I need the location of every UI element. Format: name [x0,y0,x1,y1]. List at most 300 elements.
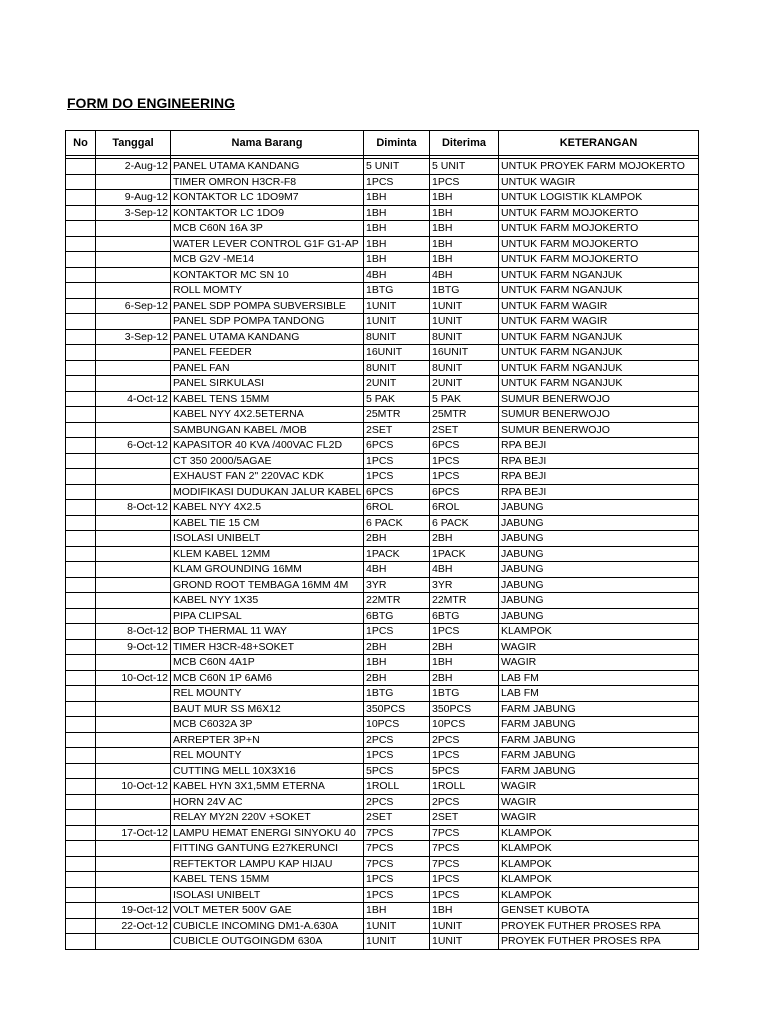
cell-no [66,267,96,283]
table-row [66,531,699,547]
cell-tanggal [96,252,171,268]
cell-nama-barang: KLAM GROUNDING 16MM [171,562,364,578]
cell-diminta: 7PCS [364,841,430,857]
cell-diminta: 5 UNIT [364,159,430,175]
table-row [66,376,699,392]
cell-diterima: 22MTR [430,593,499,609]
table-row [66,484,699,500]
cell-nama-barang: PANEL SDP POMPA TANDONG [171,314,364,330]
cell-diterima: 2BH [430,531,499,547]
cell-diterima: 1PCS [430,453,499,469]
table-row [66,686,699,702]
cell-diterima: 1PCS [430,624,499,640]
cell-keterangan: WAGIR [499,810,699,826]
cell-tanggal [96,794,171,810]
table-row [66,453,699,469]
cell-no [66,515,96,531]
cell-no [66,701,96,717]
cell-diminta: 1UNIT [364,314,430,330]
cell-nama-barang: MCB C60N 16A 3P [171,221,364,237]
table-row [66,438,699,454]
cell-diterima: 7PCS [430,825,499,841]
cell-tanggal: 4-Oct-12 [96,391,171,407]
cell-nama-barang: LAMPU HEMAT ENERGI SINYOKU 40 [171,825,364,841]
cell-keterangan: KLAMPOK [499,624,699,640]
cell-keterangan: JABUNG [499,608,699,624]
table-row [66,298,699,314]
cell-nama-barang: KONTAKTOR MC SN 10 [171,267,364,283]
cell-diterima: 1BH [430,190,499,206]
cell-nama-barang: PANEL FAN [171,360,364,376]
cell-tanggal [96,732,171,748]
cell-no [66,159,96,175]
cell-diminta: 1PCS [364,887,430,903]
cell-diminta: 1PACK [364,546,430,562]
cell-nama-barang: CUBICLE OUTGOINGDM 630A [171,934,364,950]
table-row [66,577,699,593]
cell-diminta: 16UNIT [364,345,430,361]
cell-nama-barang: KABEL TENS 15MM [171,872,364,888]
cell-keterangan: RPA BEJI [499,469,699,485]
cell-tanggal: 8-Oct-12 [96,624,171,640]
cell-keterangan: RPA BEJI [499,453,699,469]
cell-nama-barang: MODIFIKASI DUDUKAN JALUR KABEL [171,484,364,500]
cell-keterangan: UNTUK FARM MOJOKERTO [499,205,699,221]
cell-tanggal: 6-Oct-12 [96,438,171,454]
cell-nama-barang: MCB C60N 1P 6AM6 [171,670,364,686]
table-row [66,732,699,748]
cell-tanggal: 3-Sep-12 [96,329,171,345]
cell-diminta: 1PCS [364,469,430,485]
cell-nama-barang: KABEL TENS 15MM [171,391,364,407]
header-keterangan: KETERANGAN [499,131,699,156]
cell-no [66,918,96,934]
cell-keterangan: JABUNG [499,562,699,578]
cell-tanggal [96,174,171,190]
table-row [66,856,699,872]
cell-diterima: 16UNIT [430,345,499,361]
cell-diminta: 1PCS [364,174,430,190]
cell-diterima: 2SET [430,422,499,438]
cell-diterima: 6BTG [430,608,499,624]
cell-nama-barang: KABEL TIE 15 CM [171,515,364,531]
cell-nama-barang: KONTAKTOR LC 1DO9M7 [171,190,364,206]
cell-keterangan: UNTUK LOGISTIK KLAMPOK [499,190,699,206]
cell-tanggal [96,314,171,330]
cell-nama-barang: CUBICLE INCOMING DM1-A.630A [171,918,364,934]
cell-nama-barang: PANEL SDP POMPA SUBVERSIBLE [171,298,364,314]
cell-diminta: 1BH [364,252,430,268]
cell-tanggal: 9-Oct-12 [96,639,171,655]
cell-keterangan: FARM JABUNG [499,732,699,748]
table-row [66,655,699,671]
table-row [66,159,699,175]
cell-diterima: 8UNIT [430,329,499,345]
cell-nama-barang: FITTING GANTUNG E27KERUNCI [171,841,364,857]
cell-diminta: 1BH [364,221,430,237]
cell-keterangan: FARM JABUNG [499,748,699,764]
table-row [66,267,699,283]
cell-tanggal [96,577,171,593]
cell-diterima: 1PCS [430,748,499,764]
cell-no [66,686,96,702]
cell-tanggal: 8-Oct-12 [96,500,171,516]
cell-keterangan: FARM JABUNG [499,763,699,779]
cell-keterangan: KLAMPOK [499,872,699,888]
cell-diterima: 1UNIT [430,918,499,934]
cell-nama-barang: CT 350 2000/5AGAE [171,453,364,469]
cell-diminta: 4BH [364,562,430,578]
cell-diterima: 10PCS [430,717,499,733]
cell-diminta: 1PCS [364,748,430,764]
cell-keterangan: UNTUK FARM MOJOKERTO [499,236,699,252]
cell-tanggal [96,376,171,392]
cell-diterima: 1BTG [430,283,499,299]
cell-no [66,329,96,345]
cell-diminta: 1ROLL [364,779,430,795]
cell-diminta: 1PCS [364,624,430,640]
table-row [66,190,699,206]
table-row [66,918,699,934]
cell-nama-barang: REL MOUNTY [171,686,364,702]
cell-tanggal [96,531,171,547]
cell-no [66,841,96,857]
header-row [66,131,699,156]
cell-keterangan: GENSET KUBOTA [499,903,699,919]
table-row [66,329,699,345]
cell-no [66,174,96,190]
cell-diterima: 1BH [430,903,499,919]
cell-no [66,531,96,547]
cell-diminta: 1PCS [364,872,430,888]
cell-diterima: 4BH [430,267,499,283]
cell-keterangan: FARM JABUNG [499,701,699,717]
cell-diminta: 22MTR [364,593,430,609]
cell-tanggal [96,763,171,779]
cell-nama-barang: KONTAKTOR LC 1DO9 [171,205,364,221]
cell-tanggal [96,422,171,438]
cell-tanggal: 3-Sep-12 [96,205,171,221]
cell-tanggal [96,453,171,469]
cell-no [66,748,96,764]
cell-diminta: 1BTG [364,283,430,299]
cell-tanggal [96,748,171,764]
cell-no [66,593,96,609]
table-row [66,391,699,407]
table-row [66,360,699,376]
cell-nama-barang: ARREPTER 3P+N [171,732,364,748]
table-row [66,314,699,330]
cell-diminta: 1BH [364,903,430,919]
header-diminta: Diminta [364,131,430,156]
cell-diterima: 1BH [430,236,499,252]
cell-no [66,655,96,671]
cell-keterangan: RPA BEJI [499,438,699,454]
cell-diterima: 2UNIT [430,376,499,392]
cell-tanggal [96,686,171,702]
cell-nama-barang: PANEL SIRKULASI [171,376,364,392]
cell-tanggal: 19-Oct-12 [96,903,171,919]
table-row [66,469,699,485]
cell-no [66,794,96,810]
table-row [66,407,699,423]
table-row [66,174,699,190]
cell-diminta: 25MTR [364,407,430,423]
cell-diminta: 2UNIT [364,376,430,392]
cell-diminta: 2BH [364,670,430,686]
cell-no [66,670,96,686]
table-row [66,903,699,919]
cell-tanggal [96,701,171,717]
cell-nama-barang: SAMBUNGAN KABEL /MOB [171,422,364,438]
cell-nama-barang: HORN 24V AC [171,794,364,810]
table-row [66,593,699,609]
table-row [66,515,699,531]
cell-nama-barang: BOP THERMAL 11 WAY [171,624,364,640]
table-row [66,670,699,686]
table-body [66,159,699,950]
cell-tanggal [96,562,171,578]
table-row [66,934,699,950]
cell-nama-barang: KABEL NYY 1X35 [171,593,364,609]
cell-keterangan: KLAMPOK [499,856,699,872]
cell-diterima: 25MTR [430,407,499,423]
table-row [66,422,699,438]
table-row [66,500,699,516]
table-row [66,608,699,624]
cell-diminta: 5PCS [364,763,430,779]
cell-nama-barang: MCB G2V -ME14 [171,252,364,268]
cell-nama-barang: KABEL NYY 4X2.5 [171,500,364,516]
cell-diterima: 2PCS [430,794,499,810]
cell-diterima: 1UNIT [430,298,499,314]
cell-no [66,190,96,206]
header-nama-barang: Nama Barang [171,131,364,156]
cell-diminta: 6PCS [364,438,430,454]
cell-diminta: 1UNIT [364,934,430,950]
table-row [66,872,699,888]
cell-diterima: 7PCS [430,841,499,857]
cell-diterima: 6ROL [430,500,499,516]
cell-keterangan: KLAMPOK [499,887,699,903]
cell-keterangan: UNTUK FARM WAGIR [499,298,699,314]
cell-keterangan: UNTUK FARM WAGIR [499,314,699,330]
cell-diterima: 3YR [430,577,499,593]
cell-diterima: 1PCS [430,887,499,903]
cell-tanggal [96,283,171,299]
table-row [66,624,699,640]
cell-no [66,872,96,888]
cell-nama-barang: WATER LEVER CONTROL G1F G1-AP [171,236,364,252]
cell-nama-barang: REL MOUNTY [171,748,364,764]
cell-keterangan: UNTUK FARM NGANJUK [499,329,699,345]
cell-no [66,732,96,748]
cell-keterangan: UNTUK FARM NGANJUK [499,360,699,376]
cell-no [66,391,96,407]
cell-keterangan: UNTUK FARM NGANJUK [499,283,699,299]
cell-diterima: 4BH [430,562,499,578]
cell-no [66,810,96,826]
cell-tanggal [96,407,171,423]
cell-keterangan: LAB FM [499,670,699,686]
cell-diminta: 2SET [364,422,430,438]
cell-nama-barang: PANEL FEEDER [171,345,364,361]
cell-tanggal [96,872,171,888]
cell-no [66,934,96,950]
cell-nama-barang: CUTTING MELL 10X3X16 [171,763,364,779]
cell-diminta: 3YR [364,577,430,593]
cell-no [66,453,96,469]
cell-tanggal [96,887,171,903]
cell-tanggal [96,608,171,624]
cell-diterima: 1ROLL [430,779,499,795]
cell-nama-barang: BAUT MUR SS M6X12 [171,701,364,717]
table-row [66,252,699,268]
cell-diterima: 1BH [430,205,499,221]
cell-diminta: 1BH [364,655,430,671]
table-row [66,639,699,655]
cell-keterangan: UNTUK WAGIR [499,174,699,190]
cell-tanggal [96,655,171,671]
cell-diterima: 6 PACK [430,515,499,531]
cell-tanggal: 2-Aug-12 [96,159,171,175]
cell-keterangan: PROYEK FUTHER PROSES RPA [499,934,699,950]
cell-tanggal: 17-Oct-12 [96,825,171,841]
cell-nama-barang: MCB C6032A 3P [171,717,364,733]
cell-no [66,345,96,361]
cell-diterima: 350PCS [430,701,499,717]
cell-diterima: 1BH [430,221,499,237]
table-row [66,841,699,857]
cell-keterangan: FARM JABUNG [499,717,699,733]
cell-no [66,283,96,299]
cell-keterangan: WAGIR [499,639,699,655]
cell-no [66,376,96,392]
cell-no [66,298,96,314]
cell-no [66,422,96,438]
cell-keterangan: UNTUK FARM MOJOKERTO [499,252,699,268]
cell-diminta: 2BH [364,531,430,547]
cell-no [66,360,96,376]
cell-diminta: 350PCS [364,701,430,717]
cell-no [66,577,96,593]
cell-tanggal [96,515,171,531]
cell-diterima: 1PCS [430,872,499,888]
table-row [66,283,699,299]
cell-diminta: 2PCS [364,732,430,748]
cell-no [66,903,96,919]
cell-keterangan: JABUNG [499,546,699,562]
cell-keterangan: UNTUK FARM NGANJUK [499,267,699,283]
cell-keterangan: WAGIR [499,655,699,671]
cell-diterima: 7PCS [430,856,499,872]
table-row [66,701,699,717]
cell-no [66,221,96,237]
cell-tanggal: 10-Oct-12 [96,670,171,686]
cell-nama-barang: KABEL HYN 3X1,5MM ETERNA [171,779,364,795]
cell-keterangan: UNTUK FARM MOJOKERTO [499,221,699,237]
cell-diterima: 1BTG [430,686,499,702]
cell-diminta: 7PCS [364,856,430,872]
cell-diminta: 2BH [364,639,430,655]
table-row [66,221,699,237]
cell-diminta: 6BTG [364,608,430,624]
cell-keterangan: UNTUK PROYEK FARM MOJOKERTO [499,159,699,175]
cell-nama-barang: ISOLASI UNIBELT [171,887,364,903]
cell-keterangan: UNTUK FARM NGANJUK [499,376,699,392]
cell-tanggal [96,469,171,485]
cell-no [66,484,96,500]
cell-diminta: 1BH [364,205,430,221]
cell-nama-barang: PANEL UTAMA KANDANG [171,159,364,175]
cell-diminta: 6PCS [364,484,430,500]
cell-no [66,407,96,423]
cell-no [66,763,96,779]
cell-nama-barang: RELAY MY2N 220V +SOKET [171,810,364,826]
cell-diminta: 8UNIT [364,360,430,376]
cell-tanggal [96,810,171,826]
cell-tanggal [96,593,171,609]
table-row [66,562,699,578]
cell-diminta: 1PCS [364,453,430,469]
cell-no [66,717,96,733]
table-row [66,794,699,810]
table-row [66,825,699,841]
form-title: FORM DO ENGINEERING [67,95,236,111]
cell-nama-barang: KLEM KABEL 12MM [171,546,364,562]
table-row [66,236,699,252]
cell-diminta: 4BH [364,267,430,283]
cell-keterangan: SUMUR BENERWOJO [499,407,699,423]
header-diterima: Diterima [430,131,499,156]
cell-nama-barang: MCB C60N 4A1P [171,655,364,671]
cell-nama-barang: TIMER OMRON H3CR-F8 [171,174,364,190]
cell-keterangan: JABUNG [499,577,699,593]
cell-diminta: 5 PAK [364,391,430,407]
cell-nama-barang: EXHAUST FAN 2" 220VAC KDK [171,469,364,485]
cell-no [66,252,96,268]
cell-diterima: 5 PAK [430,391,499,407]
cell-tanggal [96,841,171,857]
cell-keterangan: WAGIR [499,794,699,810]
cell-no [66,205,96,221]
cell-no [66,236,96,252]
cell-nama-barang: TIMER H3CR-48+SOKET [171,639,364,655]
cell-tanggal [96,345,171,361]
cell-nama-barang: KAPASITOR 40 KVA /400VAC FL2D [171,438,364,454]
cell-nama-barang: ROLL MOMTY [171,283,364,299]
cell-no [66,546,96,562]
cell-tanggal [96,236,171,252]
cell-diterima: 6PCS [430,484,499,500]
cell-keterangan: JABUNG [499,593,699,609]
cell-tanggal [96,856,171,872]
table-row [66,810,699,826]
cell-keterangan: KLAMPOK [499,841,699,857]
cell-diterima: 6PCS [430,438,499,454]
table-row [66,717,699,733]
cell-tanggal: 6-Sep-12 [96,298,171,314]
cell-diminta: 1UNIT [364,298,430,314]
cell-tanggal [96,267,171,283]
cell-diminta: 6ROL [364,500,430,516]
cell-diminta: 1BH [364,190,430,206]
table-row [66,546,699,562]
cell-no [66,624,96,640]
cell-nama-barang: ISOLASI UNIBELT [171,531,364,547]
cell-keterangan: JABUNG [499,515,699,531]
cell-diterima: 1PCS [430,174,499,190]
